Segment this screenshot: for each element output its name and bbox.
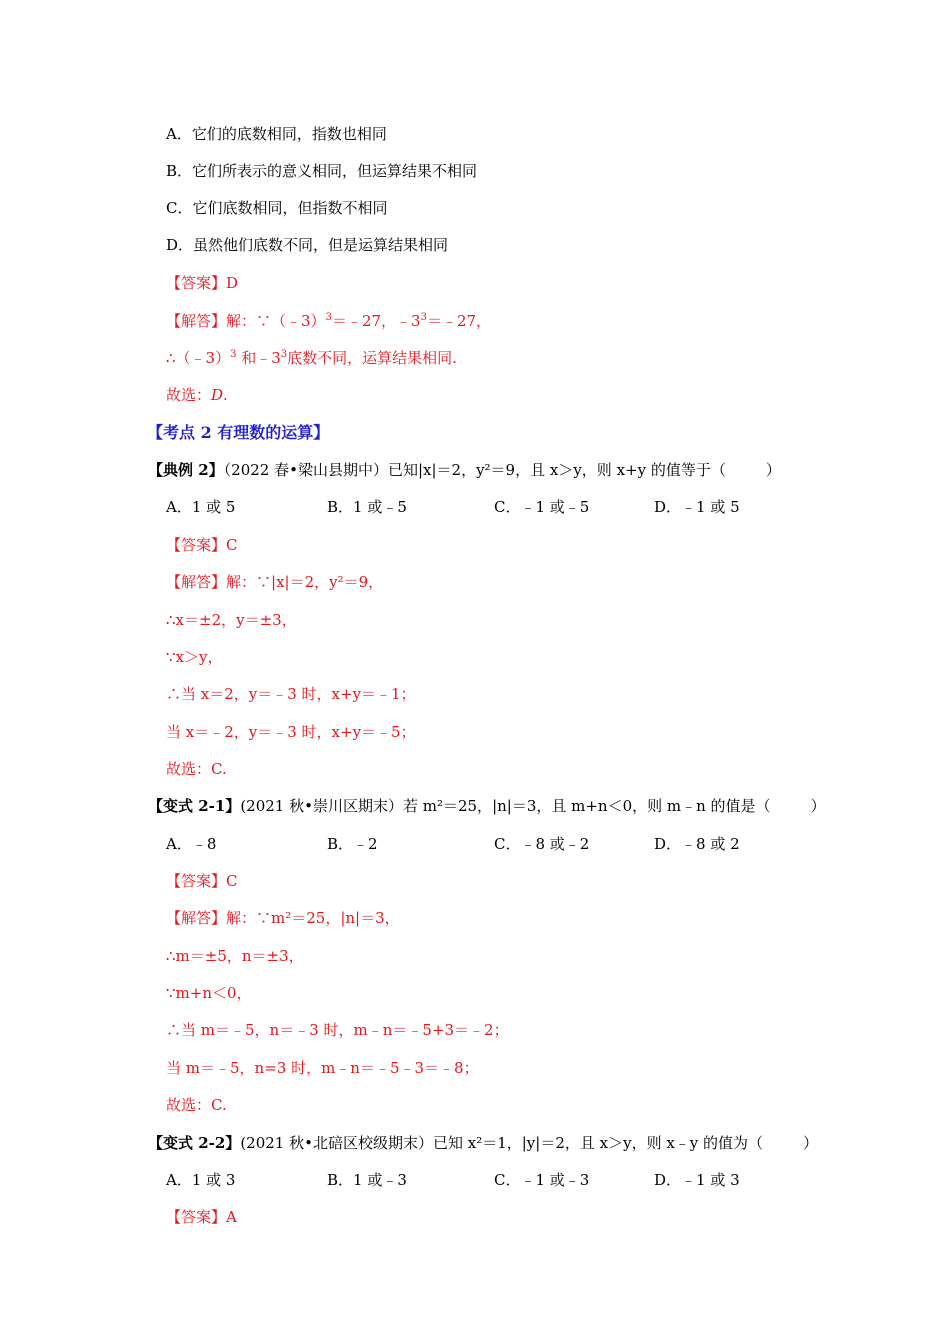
v22-option-d: D．﹣1 或 3 bbox=[654, 1171, 740, 1189]
section-heading: 【考点 2 有理数的运算】 bbox=[147, 423, 330, 442]
ex2-solution-1: 【解答】解：∵|x|＝2，y²＝9， bbox=[166, 573, 384, 591]
v21-option-d: D．﹣8 或 2 bbox=[654, 835, 740, 853]
ex2-solution-2: ∴x＝±2，y＝±3， bbox=[166, 611, 297, 629]
q1-solution-line2: ∴（﹣3）$^3$ 和$﹣3^3$底数不同，运算结果相同. bbox=[166, 349, 457, 367]
option-a: A．它们的底数相同，指数也相同 bbox=[166, 125, 387, 143]
variant-2-2-stem: 【变式 2-2】(2021 秋•北碚区校级期末）已知 x²＝1，|y|＝2，且 x＞y，则 x﹣y 的值为（ ） bbox=[148, 1134, 819, 1152]
option-c: C．它们底数相同，但指数不相同 bbox=[166, 199, 388, 217]
v21-solution-5: 当 m＝﹣5，n=3 时，m﹣n＝﹣5﹣3＝﹣8； bbox=[166, 1059, 479, 1077]
ex2-option-a: A．1 或 5 bbox=[166, 498, 236, 516]
v21-option-c: C．﹣8 或﹣2 bbox=[494, 835, 590, 853]
option-d: D．虽然他们底数不同，但是运算结果相同 bbox=[166, 236, 449, 254]
variant-2-1-stem: 【变式 2-1】(2021 秋•崇川区期末）若 m²＝25，|n|＝3，且 m+n＜0，则 m﹣n 的值是（ ） bbox=[148, 797, 826, 815]
q1-choice: 故选：D. bbox=[166, 386, 228, 404]
v21-answer: 【答案】C bbox=[166, 872, 238, 890]
ex2-solution-4: ∴当 x＝2，y＝﹣3 时，x+y＝﹣1； bbox=[166, 685, 416, 703]
q1-solution-line1: 【解答】解：∵（﹣3）$^3$＝﹣27，$﹣3^3=﹣27$， bbox=[166, 312, 492, 330]
v21-option-b: B．﹣2 bbox=[327, 835, 378, 853]
v22-answer: 【答案】A bbox=[166, 1208, 237, 1226]
v21-solution-1: 【解答】解：∵m²＝25，|n|＝3， bbox=[166, 909, 400, 927]
v21-choice: 故选：C. bbox=[166, 1096, 227, 1114]
q1-answer: 【答案】D bbox=[166, 274, 239, 292]
ex2-option-b: B．1 或﹣5 bbox=[327, 498, 407, 516]
ex2-option-c: C．﹣1 或﹣5 bbox=[494, 498, 590, 516]
v21-solution-2: ∴m＝±5，n＝±3， bbox=[166, 947, 304, 965]
v22-option-c: C．﹣1 或﹣3 bbox=[494, 1171, 590, 1189]
v21-option-a: A．﹣8 bbox=[166, 835, 217, 853]
ex2-answer: 【答案】C bbox=[166, 536, 238, 554]
v22-option-a: A．1 或 3 bbox=[166, 1171, 236, 1189]
ex2-option-d: D．﹣1 或 5 bbox=[654, 498, 740, 516]
option-b: B．它们所表示的意义相同，但运算结果不相同 bbox=[166, 162, 478, 180]
example-2-stem: 【典例 2】（2022 春•梁山县期中）已知|x|＝2，y²＝9，且 x＞y，则 x+y 的值等于（ ） bbox=[148, 461, 781, 479]
ex2-solution-5: 当 x＝﹣2，y＝﹣3 时，x+y＝﹣5； bbox=[166, 723, 416, 741]
ex2-solution-3: ∵x＞y， bbox=[166, 648, 223, 666]
v21-solution-3: ∵m+n＜0， bbox=[166, 984, 252, 1002]
v22-option-b: B．1 或﹣3 bbox=[327, 1171, 407, 1189]
ex2-choice: 故选：C. bbox=[166, 760, 227, 778]
v21-solution-4: ∴当 m＝﹣5，n＝﹣3 时，m﹣n＝﹣5+3＝﹣2； bbox=[166, 1021, 509, 1039]
